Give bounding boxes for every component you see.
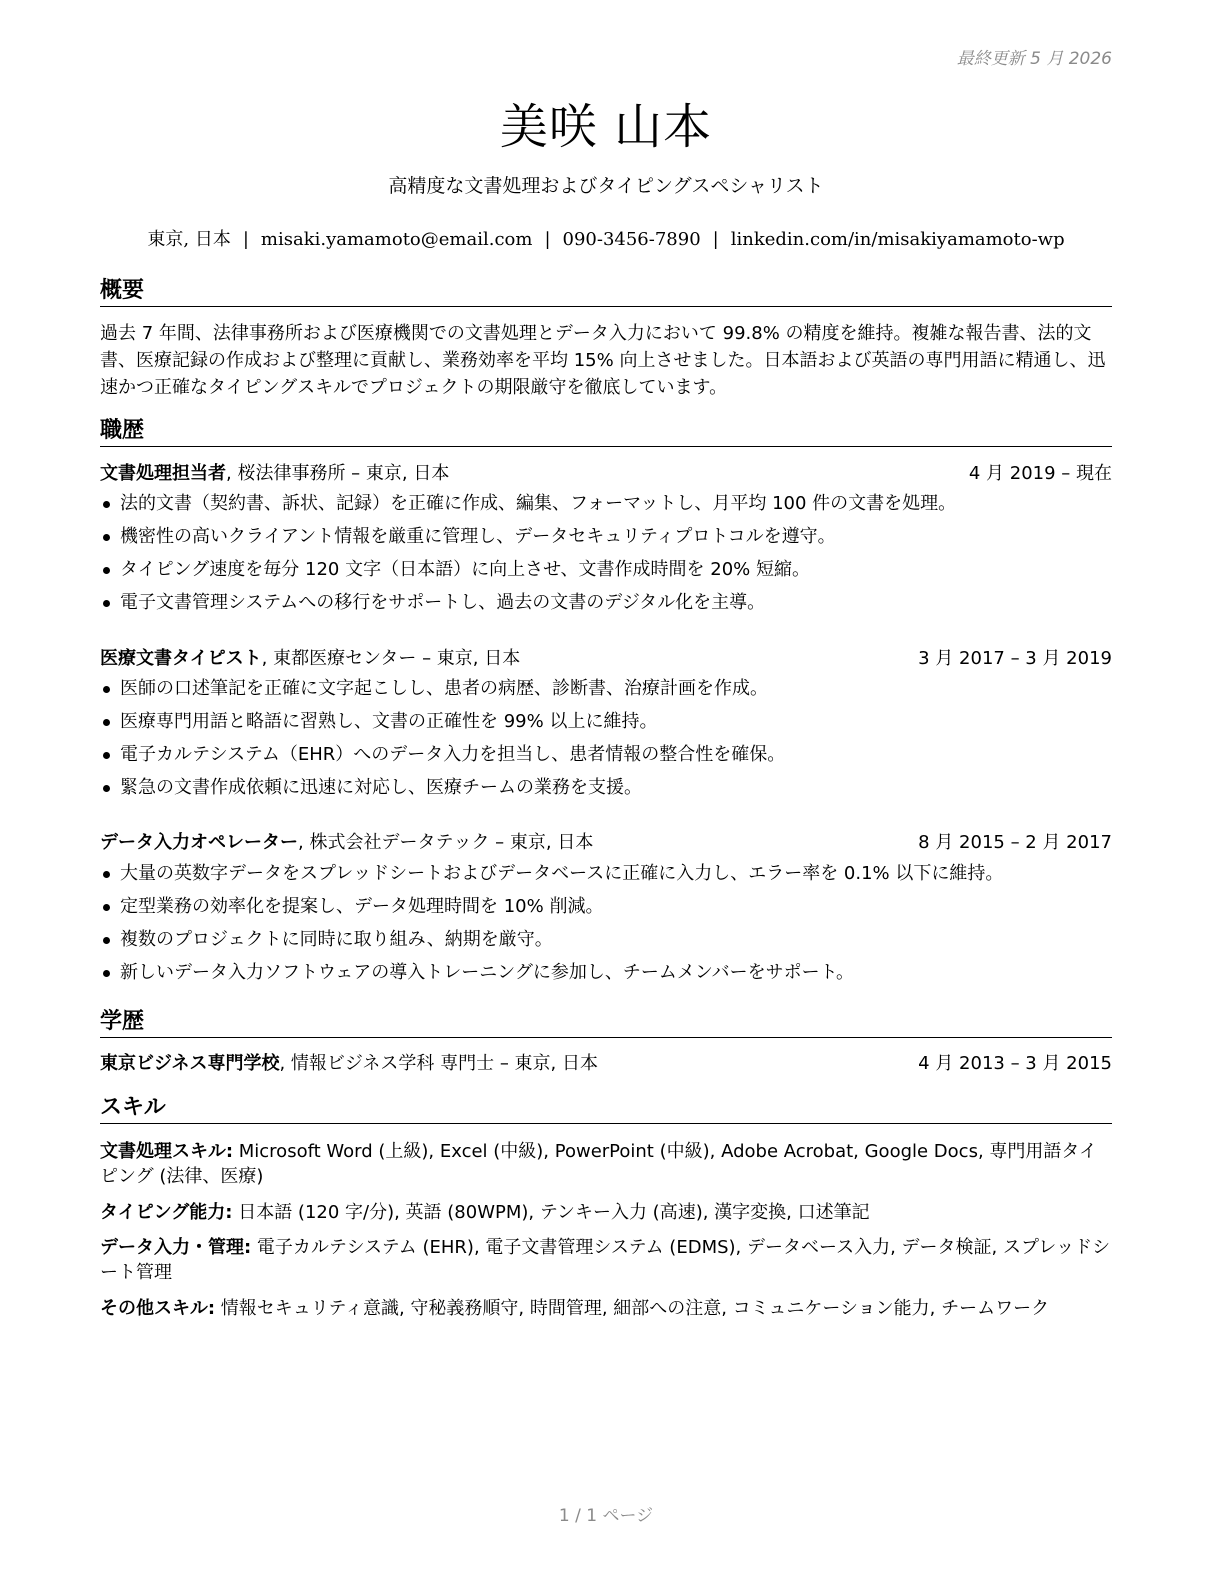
job-title: データ入力オペレーター bbox=[100, 832, 298, 853]
skill-entry bbox=[100, 1139, 1112, 1189]
section-title-summary: 概要 bbox=[100, 277, 1112, 307]
section-title-experience: 職歴 bbox=[100, 417, 1112, 447]
job-heading bbox=[100, 462, 449, 486]
school-name: 東京ビジネス専門学校 bbox=[100, 1053, 280, 1074]
job-dates: 8 月 2015 – 2 月 2017 bbox=[918, 832, 1112, 853]
job-heading bbox=[100, 647, 520, 671]
skill-label: データ入力・管理: bbox=[100, 1237, 252, 1258]
list-item: 緊急の文書作成依頼に迅速に対応し、医療チームの業務を支援。 bbox=[100, 771, 1112, 804]
skill-value: 情報セキュリティ意識, 守秘義務順守, 時間管理, 細部への注意, コミュニケーション能力, チームワーク bbox=[215, 1298, 1050, 1319]
list-item: 機密性の高いクライアント情報を厳重に管理し、データセキュリティプロトコルを遵守。 bbox=[100, 520, 1112, 553]
education-detail: , 情報ビジネス学科 専門士 – 東京, 日本 bbox=[279, 1053, 598, 1074]
job-header bbox=[100, 831, 1112, 855]
contact-linkedin[interactable]: linkedin.com/in/misakiyamamoto-wp bbox=[730, 229, 1065, 250]
skill-value: 電子カルテシステム (EHR), 電子文書管理システム (EDMS), データベース入力, データ検証, スプレッドシート管理 bbox=[100, 1237, 1111, 1283]
last-updated: 最終更新 5 月 2026 bbox=[956, 49, 1112, 69]
tagline: 高精度な文書処理およびタイピングスペシャリスト bbox=[388, 175, 824, 197]
resume-page bbox=[100, 0, 1112, 1584]
summary-text: 過去 7 年間、法律事務所および医療機関での文書処理とデータ入力において 99.8% の精度を維持。複雑な報告書、法的文書、医療記録の作成および整理に貢献し、業務効率を平均 15% 向上させました。日本語および英語の専門用語に精通し、迅速かつ正確なタイピングスキルでプロジェクトの期限厳守を徹底しています。 bbox=[100, 323, 1106, 398]
candidate-name: 美咲 山本 bbox=[499, 99, 713, 155]
skill-label: その他スキル: bbox=[100, 1298, 216, 1319]
list-item: 電子カルテシステム（EHR）へのデータ入力を担当し、患者情報の整合性を確保。 bbox=[100, 738, 1112, 771]
skill-entry bbox=[100, 1200, 1112, 1225]
list-item: 電子文書管理システムへの移行をサポートし、過去の文書のデジタル化を主導。 bbox=[100, 586, 1112, 619]
job-heading bbox=[100, 831, 593, 855]
education-heading bbox=[100, 1052, 598, 1076]
job-bullets bbox=[100, 672, 1112, 804]
contact-separator: | bbox=[242, 229, 249, 250]
job-org: , 桜法律事務所 – 東京, 日本 bbox=[226, 463, 450, 484]
skill-label: タイピング能力: bbox=[100, 1202, 233, 1223]
contact-phone[interactable]: 090-3456-7890 bbox=[562, 229, 701, 250]
job-header bbox=[100, 647, 1112, 671]
section-title-skills: スキル bbox=[100, 1094, 1112, 1124]
job-title: 文書処理担当者 bbox=[100, 463, 226, 484]
list-item: 医療専門用語と略語に習熟し、文書の正確性を 99% 以上に維持。 bbox=[100, 705, 1112, 738]
skill-label: 文書処理スキル: bbox=[100, 1141, 234, 1162]
contact-location: 東京, 日本 bbox=[147, 229, 231, 250]
job-org: , 東都医療センター – 東京, 日本 bbox=[261, 648, 521, 669]
job-dates: 4 月 2019 – 現在 bbox=[968, 463, 1112, 484]
skill-entry bbox=[100, 1235, 1112, 1285]
job-title: 医療文書タイピスト bbox=[100, 648, 262, 669]
list-item: タイピング速度を毎分 120 文字（日本語）に向上させ、文書作成時間を 20% 短縮。 bbox=[100, 553, 1112, 586]
list-item: 法的文書（契約書、訴状、記録）を正確に作成、編集、フォーマットし、月平均 100 件の文書を処理。 bbox=[100, 487, 1112, 520]
job-header bbox=[100, 462, 1112, 486]
job-dates: 3 月 2017 – 3 月 2019 bbox=[918, 648, 1112, 669]
job-org: , 株式会社データテック – 東京, 日本 bbox=[298, 832, 594, 853]
education-entry bbox=[100, 1052, 1112, 1076]
skill-value: Microsoft Word (上級), Excel (中級), PowerPoint (中級), Adobe Acrobat, Google Docs, 専門用語タイピング (法律、医療) bbox=[100, 1141, 1098, 1187]
skill-entry bbox=[100, 1296, 1112, 1321]
list-item: 定型業務の効率化を提案し、データ処理時間を 10% 削減。 bbox=[100, 890, 1112, 923]
job-bullets bbox=[100, 487, 1112, 619]
page-number: 1 / 1 ページ bbox=[558, 1506, 654, 1526]
contact-line bbox=[100, 225, 1112, 251]
list-item: 大量の英数字データをスプレッドシートおよびデータベースに正確に入力し、エラー率を 0.1% 以下に維持。 bbox=[100, 857, 1112, 890]
contact-separator: | bbox=[712, 229, 719, 250]
list-item: 医師の口述筆記を正確に文字起こしし、患者の病歴、診断書、治療計画を作成。 bbox=[100, 672, 1112, 705]
list-item: 複数のプロジェクトに同時に取り組み、納期を厳守。 bbox=[100, 923, 1112, 956]
section-title-education: 学歴 bbox=[100, 1008, 1112, 1038]
list-item: 新しいデータ入力ソフトウェアの導入トレーニングに参加し、チームメンバーをサポート。 bbox=[100, 956, 1112, 989]
skill-value: 日本語 (120 字/分), 英語 (80WPM), テンキー入力 (高速), 漢字変換, 口述筆記 bbox=[232, 1202, 870, 1223]
job-bullets bbox=[100, 857, 1112, 989]
contact-separator: | bbox=[544, 229, 551, 250]
contact-email[interactable]: misaki.yamamoto@email.com bbox=[260, 229, 533, 250]
education-dates: 4 月 2013 – 3 月 2015 bbox=[918, 1053, 1112, 1074]
